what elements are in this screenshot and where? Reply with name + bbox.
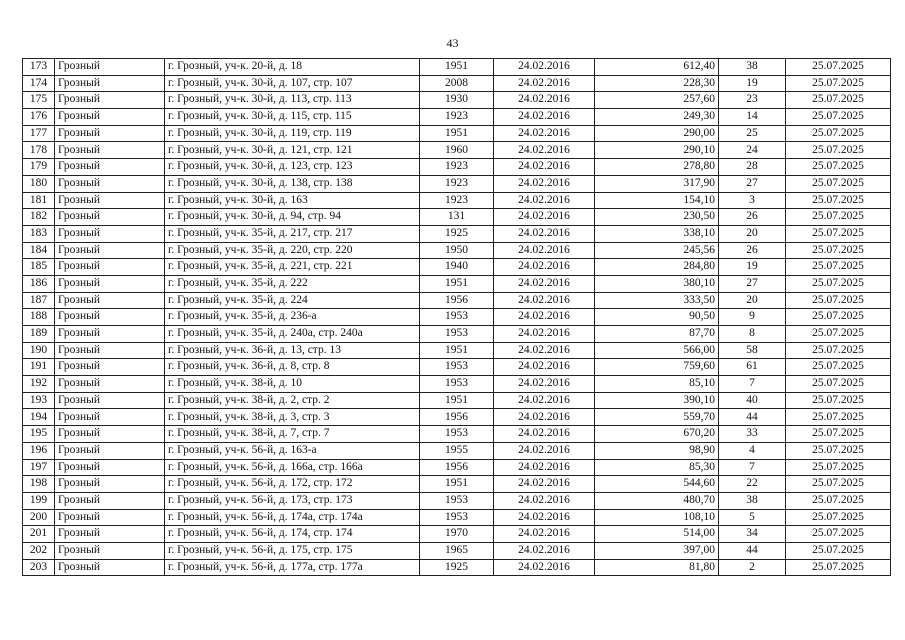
deadline-date-cell: 25.07.2025 <box>786 125 891 142</box>
table-row <box>23 492 891 509</box>
deadline-date-cell: 25.07.2025 <box>786 376 891 393</box>
row-number-cell: 185 <box>23 259 55 276</box>
area-cell: 333,50 <box>595 292 719 309</box>
residents-cell: 24 <box>719 142 786 159</box>
table-row <box>23 442 891 459</box>
address-cell: г. Грозный, уч-к. 38-й, д. 7, стр. 7 <box>165 426 420 443</box>
city-cell: Грозный <box>55 92 165 109</box>
year-built-cell: 1951 <box>420 342 494 359</box>
inclusion-date-cell: 24.02.2016 <box>494 342 595 359</box>
address-cell: г. Грозный, уч-к. 38-й, д. 2, стр. 2 <box>165 392 420 409</box>
table-row <box>23 225 891 242</box>
city-cell: Грозный <box>55 426 165 443</box>
address-cell: г. Грозный, уч-к. 56-й, д. 163-а <box>165 442 420 459</box>
area-cell: 514,00 <box>595 526 719 543</box>
city-cell: Грозный <box>55 559 165 576</box>
row-number-cell: 174 <box>23 75 55 92</box>
address-cell: г. Грозный, уч-к. 30-й, д. 119, стр. 119 <box>165 125 420 142</box>
area-cell: 397,00 <box>595 542 719 559</box>
deadline-date-cell: 25.07.2025 <box>786 275 891 292</box>
city-cell: Грозный <box>55 59 165 76</box>
table-row <box>23 142 891 159</box>
city-cell: Грозный <box>55 142 165 159</box>
residents-cell: 7 <box>719 459 786 476</box>
deadline-date-cell: 25.07.2025 <box>786 159 891 176</box>
area-cell: 284,80 <box>595 259 719 276</box>
year-built-cell: 1953 <box>420 509 494 526</box>
table-row <box>23 392 891 409</box>
table-row <box>23 559 891 576</box>
city-cell: Грозный <box>55 109 165 126</box>
table-row <box>23 209 891 226</box>
residents-cell: 9 <box>719 309 786 326</box>
inclusion-date-cell: 24.02.2016 <box>494 209 595 226</box>
residents-cell: 34 <box>719 526 786 543</box>
area-cell: 390,10 <box>595 392 719 409</box>
table-row <box>23 109 891 126</box>
city-cell: Грозный <box>55 125 165 142</box>
area-cell: 338,10 <box>595 225 719 242</box>
inclusion-date-cell: 24.02.2016 <box>494 326 595 343</box>
table-row <box>23 259 891 276</box>
residents-cell: 8 <box>719 326 786 343</box>
deadline-date-cell: 25.07.2025 <box>786 492 891 509</box>
year-built-cell: 1951 <box>420 392 494 409</box>
address-cell: г. Грозный, уч-к. 20-й, д. 18 <box>165 59 420 76</box>
area-cell: 85,10 <box>595 376 719 393</box>
inclusion-date-cell: 24.02.2016 <box>494 559 595 576</box>
deadline-date-cell: 25.07.2025 <box>786 259 891 276</box>
table-row <box>23 275 891 292</box>
city-cell: Грозный <box>55 509 165 526</box>
deadline-date-cell: 25.07.2025 <box>786 359 891 376</box>
deadline-date-cell: 25.07.2025 <box>786 426 891 443</box>
row-number-cell: 180 <box>23 175 55 192</box>
table-row <box>23 426 891 443</box>
table-row <box>23 509 891 526</box>
year-built-cell: 1960 <box>420 142 494 159</box>
deadline-date-cell: 25.07.2025 <box>786 59 891 76</box>
residents-cell: 22 <box>719 476 786 493</box>
row-number-cell: 194 <box>23 409 55 426</box>
address-cell: г. Грозный, уч-к. 35-й, д. 236-а <box>165 309 420 326</box>
table-row <box>23 292 891 309</box>
address-cell: г. Грозный, уч-к. 38-й, д. 10 <box>165 376 420 393</box>
table-row <box>23 409 891 426</box>
city-cell: Грозный <box>55 225 165 242</box>
address-cell: г. Грозный, уч-к. 30-й, д. 113, стр. 113 <box>165 92 420 109</box>
city-cell: Грозный <box>55 309 165 326</box>
area-cell: 670,20 <box>595 426 719 443</box>
row-number-cell: 201 <box>23 526 55 543</box>
address-cell: г. Грозный, уч-к. 36-й, д. 8, стр. 8 <box>165 359 420 376</box>
year-built-cell: 1955 <box>420 442 494 459</box>
deadline-date-cell: 25.07.2025 <box>786 342 891 359</box>
area-cell: 98,90 <box>595 442 719 459</box>
inclusion-date-cell: 24.02.2016 <box>494 542 595 559</box>
page-number: 43 <box>446 36 459 50</box>
deadline-date-cell: 25.07.2025 <box>786 292 891 309</box>
city-cell: Грозный <box>55 192 165 209</box>
city-cell: Грозный <box>55 392 165 409</box>
deadline-date-cell: 25.07.2025 <box>786 109 891 126</box>
city-cell: Грозный <box>55 409 165 426</box>
row-number-cell: 176 <box>23 109 55 126</box>
year-built-cell: 1953 <box>420 309 494 326</box>
inclusion-date-cell: 24.02.2016 <box>494 259 595 276</box>
year-built-cell: 1953 <box>420 426 494 443</box>
row-number-cell: 203 <box>23 559 55 576</box>
area-cell: 230,50 <box>595 209 719 226</box>
residents-cell: 19 <box>719 259 786 276</box>
address-cell: г. Грозный, уч-к. 30-й, д. 138, стр. 138 <box>165 175 420 192</box>
deadline-date-cell: 25.07.2025 <box>786 309 891 326</box>
deadline-date-cell: 25.07.2025 <box>786 209 891 226</box>
residents-cell: 4 <box>719 442 786 459</box>
deadline-date-cell: 25.07.2025 <box>786 225 891 242</box>
year-built-cell: 1923 <box>420 159 494 176</box>
residents-cell: 61 <box>719 359 786 376</box>
year-built-cell: 1923 <box>420 192 494 209</box>
inclusion-date-cell: 24.02.2016 <box>494 509 595 526</box>
residents-cell: 3 <box>719 192 786 209</box>
year-built-cell: 1956 <box>420 292 494 309</box>
inclusion-date-cell: 24.02.2016 <box>494 426 595 443</box>
address-cell: г. Грозный, уч-к. 35-й, д. 217, стр. 217 <box>165 225 420 242</box>
address-cell: г. Грозный, уч-к. 56-й, д. 172, стр. 172 <box>165 476 420 493</box>
table-row <box>23 75 891 92</box>
address-cell: г. Грозный, уч-к. 35-й, д. 222 <box>165 275 420 292</box>
city-cell: Грозный <box>55 209 165 226</box>
area-cell: 380,10 <box>595 275 719 292</box>
deadline-date-cell: 25.07.2025 <box>786 459 891 476</box>
residents-cell: 27 <box>719 275 786 292</box>
row-number-cell: 199 <box>23 492 55 509</box>
year-built-cell: 1965 <box>420 542 494 559</box>
address-cell: г. Грозный, уч-к. 35-й, д. 220, стр. 220 <box>165 242 420 259</box>
housing-registry-table <box>22 58 891 576</box>
city-cell: Грозный <box>55 175 165 192</box>
deadline-date-cell: 25.07.2025 <box>786 559 891 576</box>
residents-cell: 33 <box>719 426 786 443</box>
inclusion-date-cell: 24.02.2016 <box>494 376 595 393</box>
inclusion-date-cell: 24.02.2016 <box>494 476 595 493</box>
address-cell: г. Грозный, уч-к. 56-й, д. 174а, стр. 174а <box>165 509 420 526</box>
inclusion-date-cell: 24.02.2016 <box>494 275 595 292</box>
city-cell: Грозный <box>55 442 165 459</box>
address-cell: г. Грозный, уч-к. 30-й, д. 107, стр. 107 <box>165 75 420 92</box>
year-built-cell: 1953 <box>420 376 494 393</box>
city-cell: Грозный <box>55 492 165 509</box>
table-row <box>23 542 891 559</box>
address-cell: г. Грозный, уч-к. 30-й, д. 94, стр. 94 <box>165 209 420 226</box>
row-number-cell: 202 <box>23 542 55 559</box>
address-cell: г. Грозный, уч-к. 30-й, д. 115, стр. 115 <box>165 109 420 126</box>
row-number-cell: 177 <box>23 125 55 142</box>
residents-cell: 20 <box>719 292 786 309</box>
table-row <box>23 326 891 343</box>
row-number-cell: 178 <box>23 142 55 159</box>
inclusion-date-cell: 24.02.2016 <box>494 175 595 192</box>
row-number-cell: 190 <box>23 342 55 359</box>
row-number-cell: 200 <box>23 509 55 526</box>
residents-cell: 26 <box>719 209 786 226</box>
city-cell: Грозный <box>55 376 165 393</box>
address-cell: г. Грозный, уч-к. 56-й, д. 177а, стр. 177а <box>165 559 420 576</box>
year-built-cell: 1953 <box>420 359 494 376</box>
deadline-date-cell: 25.07.2025 <box>786 509 891 526</box>
inclusion-date-cell: 24.02.2016 <box>494 409 595 426</box>
row-number-cell: 186 <box>23 275 55 292</box>
address-cell: г. Грозный, уч-к. 35-й, д. 240а, стр. 240а <box>165 326 420 343</box>
deadline-date-cell: 25.07.2025 <box>786 542 891 559</box>
inclusion-date-cell: 24.02.2016 <box>494 59 595 76</box>
area-cell: 85,30 <box>595 459 719 476</box>
inclusion-date-cell: 24.02.2016 <box>494 292 595 309</box>
residents-cell: 14 <box>719 109 786 126</box>
residents-cell: 25 <box>719 125 786 142</box>
table-row <box>23 526 891 543</box>
address-cell: г. Грозный, уч-к. 38-й, д. 3, стр. 3 <box>165 409 420 426</box>
row-number-cell: 187 <box>23 292 55 309</box>
address-cell: г. Грозный, уч-к. 56-й, д. 173, стр. 173 <box>165 492 420 509</box>
row-number-cell: 181 <box>23 192 55 209</box>
address-cell: г. Грозный, уч-к. 56-й, д. 166а, стр. 166а <box>165 459 420 476</box>
year-built-cell: 1953 <box>420 326 494 343</box>
residents-cell: 27 <box>719 175 786 192</box>
city-cell: Грозный <box>55 326 165 343</box>
city-cell: Грозный <box>55 259 165 276</box>
area-cell: 759,60 <box>595 359 719 376</box>
deadline-date-cell: 25.07.2025 <box>786 142 891 159</box>
row-number-cell: 184 <box>23 242 55 259</box>
table-row <box>23 242 891 259</box>
year-built-cell: 131 <box>420 209 494 226</box>
inclusion-date-cell: 24.02.2016 <box>494 442 595 459</box>
year-built-cell: 1951 <box>420 125 494 142</box>
city-cell: Грозный <box>55 459 165 476</box>
address-cell: г. Грозный, уч-к. 30-й, д. 163 <box>165 192 420 209</box>
row-number-cell: 195 <box>23 426 55 443</box>
deadline-date-cell: 25.07.2025 <box>786 476 891 493</box>
residents-cell: 19 <box>719 75 786 92</box>
year-built-cell: 1940 <box>420 259 494 276</box>
deadline-date-cell: 25.07.2025 <box>786 75 891 92</box>
year-built-cell: 1925 <box>420 559 494 576</box>
inclusion-date-cell: 24.02.2016 <box>494 109 595 126</box>
area-cell: 249,30 <box>595 109 719 126</box>
deadline-date-cell: 25.07.2025 <box>786 409 891 426</box>
residents-cell: 38 <box>719 492 786 509</box>
table-row <box>23 359 891 376</box>
row-number-cell: 192 <box>23 376 55 393</box>
table-row <box>23 159 891 176</box>
inclusion-date-cell: 24.02.2016 <box>494 242 595 259</box>
area-cell: 559,70 <box>595 409 719 426</box>
residents-cell: 2 <box>719 559 786 576</box>
city-cell: Грозный <box>55 159 165 176</box>
row-number-cell: 182 <box>23 209 55 226</box>
residents-cell: 5 <box>719 509 786 526</box>
residents-cell: 44 <box>719 542 786 559</box>
deadline-date-cell: 25.07.2025 <box>786 175 891 192</box>
address-cell: г. Грозный, уч-к. 30-й, д. 123, стр. 123 <box>165 159 420 176</box>
address-cell: г. Грозный, уч-к. 56-й, д. 174, стр. 174 <box>165 526 420 543</box>
area-cell: 228,30 <box>595 75 719 92</box>
area-cell: 257,60 <box>595 92 719 109</box>
table-row <box>23 476 891 493</box>
city-cell: Грозный <box>55 542 165 559</box>
city-cell: Грозный <box>55 476 165 493</box>
address-cell: г. Грозный, уч-к. 35-й, д. 221, стр. 221 <box>165 259 420 276</box>
row-number-cell: 198 <box>23 476 55 493</box>
year-built-cell: 1970 <box>420 526 494 543</box>
inclusion-date-cell: 24.02.2016 <box>494 492 595 509</box>
table-row <box>23 92 891 109</box>
area-cell: 544,60 <box>595 476 719 493</box>
address-cell: г. Грозный, уч-к. 56-й, д. 175, стр. 175 <box>165 542 420 559</box>
address-cell: г. Грозный, уч-к. 35-й, д. 224 <box>165 292 420 309</box>
table-row <box>23 459 891 476</box>
row-number-cell: 189 <box>23 326 55 343</box>
year-built-cell: 1950 <box>420 242 494 259</box>
residents-cell: 58 <box>719 342 786 359</box>
row-number-cell: 197 <box>23 459 55 476</box>
residents-cell: 20 <box>719 225 786 242</box>
table-row <box>23 376 891 393</box>
city-cell: Грозный <box>55 359 165 376</box>
city-cell: Грозный <box>55 292 165 309</box>
area-cell: 90,50 <box>595 309 719 326</box>
year-built-cell: 1923 <box>420 175 494 192</box>
table-row <box>23 342 891 359</box>
city-cell: Грозный <box>55 526 165 543</box>
deadline-date-cell: 25.07.2025 <box>786 326 891 343</box>
row-number-cell: 188 <box>23 309 55 326</box>
row-number-cell: 196 <box>23 442 55 459</box>
table-row <box>23 125 891 142</box>
year-built-cell: 1925 <box>420 225 494 242</box>
residents-cell: 44 <box>719 409 786 426</box>
area-cell: 108,10 <box>595 509 719 526</box>
row-number-cell: 183 <box>23 225 55 242</box>
address-cell: г. Грозный, уч-к. 30-й, д. 121, стр. 121 <box>165 142 420 159</box>
inclusion-date-cell: 24.02.2016 <box>494 392 595 409</box>
row-number-cell: 179 <box>23 159 55 176</box>
deadline-date-cell: 25.07.2025 <box>786 526 891 543</box>
inclusion-date-cell: 24.02.2016 <box>494 142 595 159</box>
deadline-date-cell: 25.07.2025 <box>786 442 891 459</box>
table-row <box>23 175 891 192</box>
deadline-date-cell: 25.07.2025 <box>786 242 891 259</box>
year-built-cell: 1923 <box>420 109 494 126</box>
year-built-cell: 1930 <box>420 92 494 109</box>
deadline-date-cell: 25.07.2025 <box>786 92 891 109</box>
deadline-date-cell: 25.07.2025 <box>786 192 891 209</box>
row-number-cell: 173 <box>23 59 55 76</box>
area-cell: 290,10 <box>595 142 719 159</box>
residents-cell: 7 <box>719 376 786 393</box>
area-cell: 81,80 <box>595 559 719 576</box>
city-cell: Грозный <box>55 275 165 292</box>
area-cell: 154,10 <box>595 192 719 209</box>
area-cell: 612,40 <box>595 59 719 76</box>
year-built-cell: 1951 <box>420 476 494 493</box>
inclusion-date-cell: 24.02.2016 <box>494 459 595 476</box>
table-row <box>23 59 891 76</box>
table-row <box>23 309 891 326</box>
row-number-cell: 191 <box>23 359 55 376</box>
row-number-cell: 193 <box>23 392 55 409</box>
row-number-cell: 175 <box>23 92 55 109</box>
year-built-cell: 1956 <box>420 459 494 476</box>
area-cell: 566,00 <box>595 342 719 359</box>
area-cell: 245,56 <box>595 242 719 259</box>
city-cell: Грозный <box>55 242 165 259</box>
inclusion-date-cell: 24.02.2016 <box>494 125 595 142</box>
year-built-cell: 1951 <box>420 275 494 292</box>
inclusion-date-cell: 24.02.2016 <box>494 159 595 176</box>
city-cell: Грозный <box>55 75 165 92</box>
deadline-date-cell: 25.07.2025 <box>786 392 891 409</box>
inclusion-date-cell: 24.02.2016 <box>494 92 595 109</box>
inclusion-date-cell: 24.02.2016 <box>494 192 595 209</box>
area-cell: 87,70 <box>595 326 719 343</box>
area-cell: 290,00 <box>595 125 719 142</box>
area-cell: 278,80 <box>595 159 719 176</box>
residents-cell: 38 <box>719 59 786 76</box>
table-row <box>23 192 891 209</box>
inclusion-date-cell: 24.02.2016 <box>494 309 595 326</box>
inclusion-date-cell: 24.02.2016 <box>494 225 595 242</box>
area-cell: 317,90 <box>595 175 719 192</box>
inclusion-date-cell: 24.02.2016 <box>494 526 595 543</box>
area-cell: 480,70 <box>595 492 719 509</box>
registry-rows <box>23 59 891 576</box>
year-built-cell: 1956 <box>420 409 494 426</box>
year-built-cell: 1951 <box>420 59 494 76</box>
residents-cell: 26 <box>719 242 786 259</box>
year-built-cell: 2008 <box>420 75 494 92</box>
inclusion-date-cell: 24.02.2016 <box>494 75 595 92</box>
residents-cell: 23 <box>719 92 786 109</box>
city-cell: Грозный <box>55 342 165 359</box>
address-cell: г. Грозный, уч-к. 36-й, д. 13, стр. 13 <box>165 342 420 359</box>
residents-cell: 28 <box>719 159 786 176</box>
residents-cell: 40 <box>719 392 786 409</box>
year-built-cell: 1953 <box>420 492 494 509</box>
inclusion-date-cell: 24.02.2016 <box>494 359 595 376</box>
